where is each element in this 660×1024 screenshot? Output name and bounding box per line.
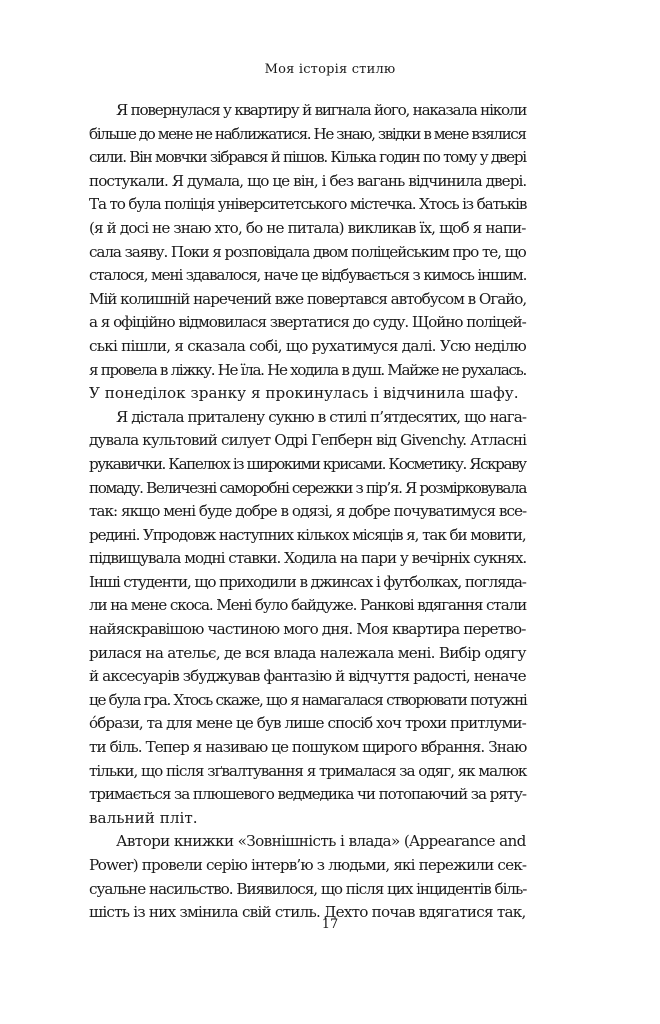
text-line: підвищувала модні ставки. Ходила на пари у вечірніх сукнях. [89, 549, 527, 568]
text-line: й аксесуарів збуджував фантазію й відчуття радості, неначе [89, 667, 526, 686]
text-line: вальний пліт. [89, 808, 198, 827]
text-line: шість із них змінила свій стиль. Дехто почав вдягатися так, [89, 903, 526, 922]
text-line: У понеділок зранку я прокинулась і відчинила шафу. [89, 384, 519, 403]
text-line: Я повернулася у квартиру й вигнала його, наказала ніколи [116, 101, 527, 119]
text-line: більше до мене не наближатися. Не знаю, звідки в мене взялися [89, 124, 526, 143]
text-line: ти біль. Тепер я називаю це пошуком щирого вбрання. Знаю [89, 738, 527, 757]
text-line: Мій колишній наречений вже повертався автобусом в Огайо, [89, 289, 527, 308]
text-line: Power) провели серію інтерв’ю з людьми, які пережили сек- [89, 856, 527, 874]
text-line: я провела в ліжку. Не їла. Не ходила в душ. Майже не рухалась. [89, 360, 526, 379]
text-line: постукали. Я думала, що це він, і без вагань відчинила двері. [89, 171, 527, 190]
text-line: суальне насильство. Виявилося, що після цих інцидентів біль- [89, 879, 527, 898]
text-line: ські пішли, я сказала собі, що рухатимуся далі. Усю неділю [89, 336, 526, 355]
text-line: Інші студенти, що приходили в джинсах і футболках, погляда- [89, 572, 526, 591]
text-line: редині. Упродовж наступних кількох місяців я, так би мовити, [89, 525, 526, 544]
text-line: ли на мене скоса. Мені було байдуже. Ранкові вдягання стали [89, 596, 527, 615]
text-line: так: якщо мені буде добре в одязі, я добре почуватимуся все- [89, 502, 527, 521]
text-line: Та то була поліція університетського містечка. Хтось із батьків [89, 195, 527, 214]
text-line: (я й досі не знаю хто, бо не питала) викликав їх, щоб я напи- [89, 218, 526, 237]
text-line: сала заяву. Поки я розповідала двом поліцейським про те, що [89, 242, 526, 261]
text-line: тільки, що після зґвалтування я трималася за одяг, як малюк [89, 761, 527, 780]
text-line: óбрази, та для мене це був лише спосіб хоч трохи притлуми- [89, 714, 526, 733]
text-line: найяскравішою частиною мого дня. Моя квартира перетво- [89, 620, 526, 639]
body-text [89, 99, 526, 925]
page-number: 17 [321, 917, 339, 932]
text-line: Автори книжки «Зовнішність і влада» (Appearance and [116, 832, 526, 851]
text-line: Я дістала приталену сукню в стилі п’ятдесятих, що нага- [116, 407, 527, 426]
text-line: помаду. Величезні саморобні сережки з пір’я. Я розмірковувала [89, 478, 527, 497]
text-line: сили. Він мовчки зібрався й пішов. Кілька годин по тому у двері [89, 148, 526, 167]
running-title: Моя історія стилю [264, 62, 396, 77]
text-line: сталося, мені здавалося, наче це відбувається з кимось іншим. [89, 266, 527, 285]
text-line: рукавички. Капелюх із широкими крисами. Косметику. Яскраву [89, 454, 526, 473]
text-line: рилася на ательє, де вся влада належала мені. Вибір одягу [89, 643, 526, 662]
text-line: це була гра. Хтось скаже, що я намагалася створювати потужні [89, 690, 527, 709]
text-line: а я офіційно відмовилася звертатися до суду. Щойно поліцей- [89, 313, 526, 332]
text-line: дувала культовий силует Одрі Гепберн від Givenchy. Атласні [89, 431, 527, 450]
text-line: тримається за плюшевого ведмедика чи потопаючий за ряту- [89, 785, 526, 804]
